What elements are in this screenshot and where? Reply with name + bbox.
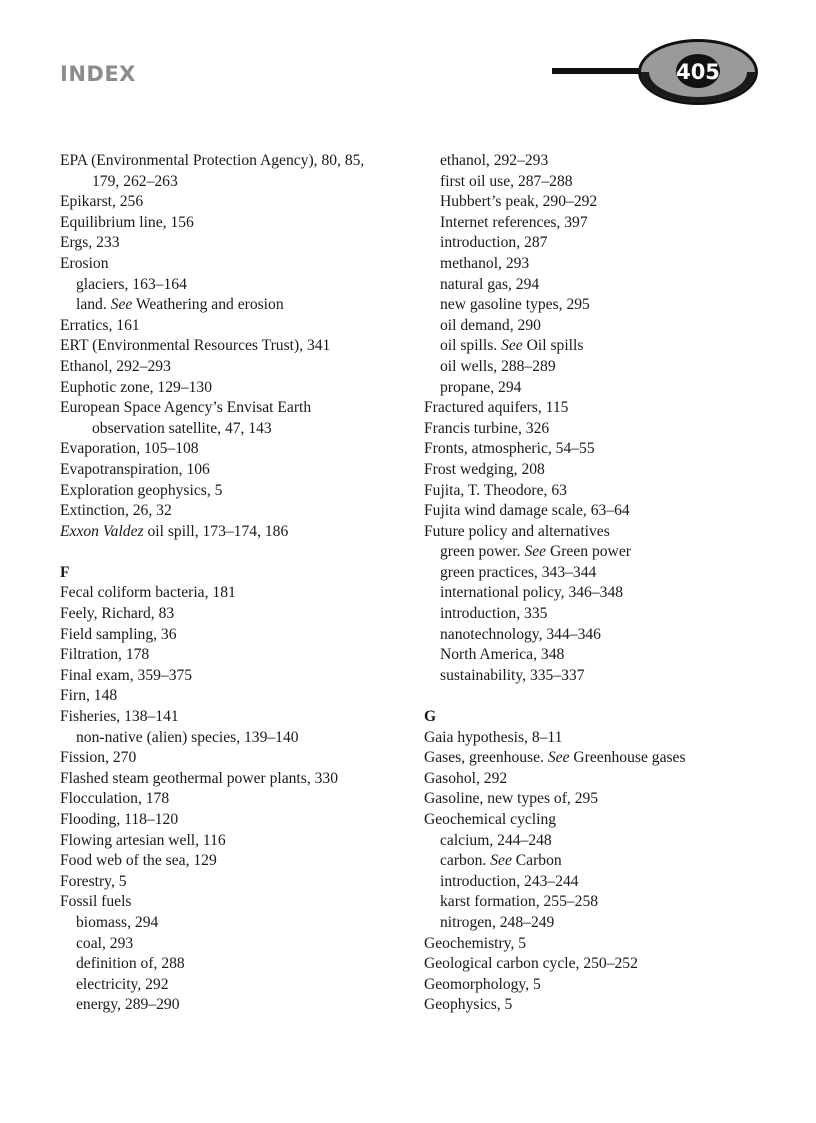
index-entry-text: Equilibrium line, 156 xyxy=(60,213,194,231)
index-subentry xyxy=(424,192,794,213)
index-subentry xyxy=(424,831,794,852)
index-entry-text: oil demand, 290 xyxy=(440,316,541,334)
index-entry xyxy=(60,831,420,852)
index-entry-text: introduction, 243–244 xyxy=(440,872,579,890)
index-entry xyxy=(60,625,420,646)
index-entry-italic-text: See xyxy=(110,296,133,314)
index-subentry xyxy=(424,357,794,378)
index-entry xyxy=(60,851,420,872)
index-entry-text: oil spills. xyxy=(440,337,502,355)
index-entry-text: energy, 289–290 xyxy=(76,996,180,1014)
index-subentry xyxy=(424,172,794,193)
index-entry-text: Fujita, T. Theodore, 63 xyxy=(424,481,567,499)
index-entry-text: Flashed steam geothermal power plants, 330 xyxy=(60,769,339,787)
index-entry-text: nitrogen, 248–249 xyxy=(440,913,555,931)
page-number: 405 xyxy=(676,60,720,84)
index-entry xyxy=(424,398,794,419)
index-entry-text: Extinction, 26, 32 xyxy=(60,502,172,520)
index-entry-text: international policy, 346–348 xyxy=(440,584,624,602)
index-subentry xyxy=(424,316,794,337)
index-entry-text: land. xyxy=(76,296,111,314)
index-entry-text: Frost wedging, 208 xyxy=(424,460,545,478)
index-entry xyxy=(60,357,420,378)
index-subentry xyxy=(424,625,794,646)
index-entry-text: Flowing artesian well, 116 xyxy=(60,831,226,849)
index-entry xyxy=(424,522,794,543)
index-entry xyxy=(60,378,420,399)
index-entry xyxy=(60,872,420,893)
index-entry-text: Fujita wind damage scale, 63–64 xyxy=(424,502,630,520)
index-entry xyxy=(424,728,794,749)
index-entry-text: green power. xyxy=(440,543,525,561)
index-entry xyxy=(60,892,420,913)
index-entry xyxy=(60,316,420,337)
index-entry xyxy=(60,707,420,728)
index-entry-text: nanotechnology, 344–346 xyxy=(440,625,601,643)
index-section-letter xyxy=(424,707,794,728)
index-subentry xyxy=(424,892,794,913)
index-subentry xyxy=(60,728,420,749)
index-entry-text: definition of, 288 xyxy=(76,955,185,973)
index-section-letter xyxy=(60,563,420,584)
index-subentry xyxy=(424,872,794,893)
index-entry-text: natural gas, 294 xyxy=(440,275,540,293)
index-entry-text: Hubbert’s peak, 290–292 xyxy=(440,193,598,211)
index-entry-text: Epikarst, 256 xyxy=(60,193,144,211)
index-subentry xyxy=(60,995,420,1016)
index-entry-text: Final exam, 359–375 xyxy=(60,666,193,684)
index-entry-text: green practices, 343–344 xyxy=(440,563,597,581)
index-entry-text: Firn, 148 xyxy=(60,687,118,705)
index-entry xyxy=(424,954,794,975)
index-entry-text: Geological carbon cycle, 250–252 xyxy=(424,955,638,973)
index-entry-text: Fractured aquifers, 115 xyxy=(424,399,569,417)
index-entry-text: methanol, 293 xyxy=(440,254,530,272)
index-subentry xyxy=(424,275,794,296)
index-entry-text: Fecal coliform bacteria, 181 xyxy=(60,584,236,602)
index-entry-text: Flocculation, 178 xyxy=(60,790,170,808)
index-entry xyxy=(60,192,420,213)
index-entry xyxy=(60,522,420,543)
index-entry-continuation xyxy=(60,419,420,440)
index-entry-text: Fossil fuels xyxy=(60,893,132,911)
index-entry xyxy=(424,460,794,481)
index-subentry xyxy=(60,275,420,296)
index-entry xyxy=(424,769,794,790)
index-entry-text: Greenhouse gases xyxy=(569,749,686,767)
index-entry-text: 179, 262–263 xyxy=(92,172,178,190)
index-entry-text: first oil use, 287–288 xyxy=(440,172,573,190)
index-entry-text: Fronts, atmospheric, 54–55 xyxy=(424,440,595,458)
index-entry-italic-text: See xyxy=(490,852,512,870)
index-subentry xyxy=(60,954,420,975)
index-entry xyxy=(60,398,420,419)
index-entry-text: Gases, greenhouse. xyxy=(424,749,548,767)
index-entry xyxy=(60,439,420,460)
index-entry-text: Oil spills xyxy=(522,337,584,355)
index-entry-text: Exploration geophysics, 5 xyxy=(60,481,223,499)
index-entry-continuation xyxy=(60,172,420,193)
index-entry-text: G xyxy=(424,708,437,726)
index-entry-text: Flooding, 118–120 xyxy=(60,811,179,828)
index-entry xyxy=(60,604,420,625)
index-entry xyxy=(60,151,420,172)
index-entry xyxy=(60,213,420,234)
index-entry-text: Future policy and alternatives xyxy=(424,522,610,540)
index-entry-text: Euphotic zone, 129–130 xyxy=(60,378,213,396)
index-entry-text: karst formation, 255–258 xyxy=(440,893,599,911)
index-entry-text: glaciers, 163–164 xyxy=(76,275,187,293)
index-entry-italic-text: See xyxy=(547,749,570,767)
index-entry xyxy=(60,254,420,275)
index-entry-text: Fisheries, 138–141 xyxy=(60,708,179,726)
index-entry xyxy=(60,810,420,831)
index-entry-text: introduction, 335 xyxy=(440,605,548,623)
index-subentry xyxy=(424,336,794,357)
index-subentry xyxy=(60,913,420,934)
index-entry-text: Erratics, 161 xyxy=(60,316,140,334)
index-entry xyxy=(60,336,420,357)
index-entry-text: coal, 293 xyxy=(76,934,134,952)
index-entry-text: Erosion xyxy=(60,254,109,272)
index-entry-text: ERT (Environmental Resources Trust), 341 xyxy=(60,337,331,355)
index-entry-text: Weathering and erosion xyxy=(132,296,284,314)
index-entry-text: Geochemical cycling xyxy=(424,811,557,828)
index-subentry xyxy=(424,645,794,666)
index-entry-text: sustainability, 335–337 xyxy=(440,666,585,684)
index-subentry xyxy=(424,583,794,604)
index-entry-text: Evapotranspiration, 106 xyxy=(60,460,210,478)
section-spacer xyxy=(424,686,794,707)
index-entry-text: non-native (alien) species, 139–140 xyxy=(76,728,299,746)
index-subentry xyxy=(424,254,794,275)
index-entry xyxy=(424,934,794,955)
index-entry-text: Feely, Richard, 83 xyxy=(60,605,175,623)
page-header-title: INDEX xyxy=(60,62,136,86)
index-entry-italic-text: See xyxy=(501,337,523,355)
index-subentry xyxy=(424,563,794,584)
index-entry-text: electricity, 292 xyxy=(76,975,169,993)
page-number-badge xyxy=(552,38,762,106)
index-entry-text: oil spill, 173–174, 186 xyxy=(143,522,289,540)
index-entry-text: introduction, 287 xyxy=(440,234,548,252)
index-entry xyxy=(60,501,420,522)
index-entry-text: Field sampling, 36 xyxy=(60,625,177,643)
index-entry-text: carbon. xyxy=(440,852,491,870)
index-entry xyxy=(60,789,420,810)
index-subentry xyxy=(424,151,794,172)
index-entry-text: Evaporation, 105–108 xyxy=(60,440,199,458)
index-entry-text: new gasoline types, 295 xyxy=(440,296,590,314)
index-subentry xyxy=(424,378,794,399)
index-subentry xyxy=(424,666,794,687)
index-entry-text: Internet references, 397 xyxy=(440,213,588,231)
index-entry-text: Ergs, 233 xyxy=(60,234,120,252)
index-entry-text: Forestry, 5 xyxy=(60,872,127,890)
index-entry-text: Geophysics, 5 xyxy=(424,996,513,1014)
index-entry-text: oil wells, 288–289 xyxy=(440,357,556,375)
index-entry xyxy=(424,748,794,769)
index-entry xyxy=(60,666,420,687)
index-entry-text: F xyxy=(60,563,70,581)
index-entry-italic-text: See xyxy=(524,543,547,561)
index-entry xyxy=(60,748,420,769)
index-entry-text: calcium, 244–248 xyxy=(440,831,552,849)
index-entry xyxy=(60,481,420,502)
index-subentry xyxy=(424,542,794,563)
index-entry xyxy=(424,810,794,831)
index-entry-text: Geomorphology, 5 xyxy=(424,975,541,993)
index-entry xyxy=(424,995,794,1016)
index-entry xyxy=(424,789,794,810)
index-subentry xyxy=(424,295,794,316)
index-subentry xyxy=(424,851,794,872)
index-entry-text: Green power xyxy=(546,543,631,561)
index-subentry xyxy=(424,913,794,934)
index-subentry xyxy=(424,604,794,625)
index-entry xyxy=(424,439,794,460)
index-entry-text: Francis turbine, 326 xyxy=(424,419,550,437)
index-entry-text: Carbon xyxy=(511,852,562,870)
index-entry xyxy=(60,583,420,604)
index-entry-italic-text: Exxon Valdez xyxy=(60,522,144,540)
index-entry-text: EPA (Environmental Protection Agency), 80, 85, xyxy=(60,152,365,169)
index-subentry xyxy=(60,975,420,996)
index-entry-text: Gaia hypothesis, 8–11 xyxy=(424,728,563,746)
index-entry-text: Food web of the sea, 129 xyxy=(60,852,217,870)
index-entry xyxy=(60,769,420,790)
index-subentry xyxy=(60,934,420,955)
index-subentry xyxy=(424,233,794,254)
index-subentry xyxy=(60,295,420,316)
index-column-left xyxy=(60,151,420,1016)
index-entry-text: observation satellite, 47, 143 xyxy=(92,419,272,437)
index-column-right xyxy=(424,151,794,1016)
index-subentry xyxy=(424,213,794,234)
index-entry xyxy=(60,645,420,666)
index-entry-text: Geochemistry, 5 xyxy=(424,934,527,952)
index-entry xyxy=(424,501,794,522)
index-entry-text: Filtration, 178 xyxy=(60,646,150,664)
index-entry xyxy=(60,460,420,481)
section-spacer xyxy=(60,542,420,563)
index-entry xyxy=(424,975,794,996)
index-entry-text: biomass, 294 xyxy=(76,913,159,931)
index-entry-text: Gasohol, 292 xyxy=(424,769,508,787)
index-entry-text: propane, 294 xyxy=(440,378,522,396)
index-entry xyxy=(60,686,420,707)
index-entry xyxy=(424,419,794,440)
index-entry-text: Ethanol, 292–293 xyxy=(60,357,171,375)
index-entry xyxy=(60,233,420,254)
index-entry-text: ethanol, 292–293 xyxy=(440,152,549,169)
index-entry-text: Gasoline, new types of, 295 xyxy=(424,790,599,808)
index-entry-text: Fission, 270 xyxy=(60,749,137,767)
index-entry xyxy=(424,481,794,502)
index-entry-text: North America, 348 xyxy=(440,646,565,664)
index-entry-text: European Space Agency’s Envisat Earth xyxy=(60,399,312,417)
